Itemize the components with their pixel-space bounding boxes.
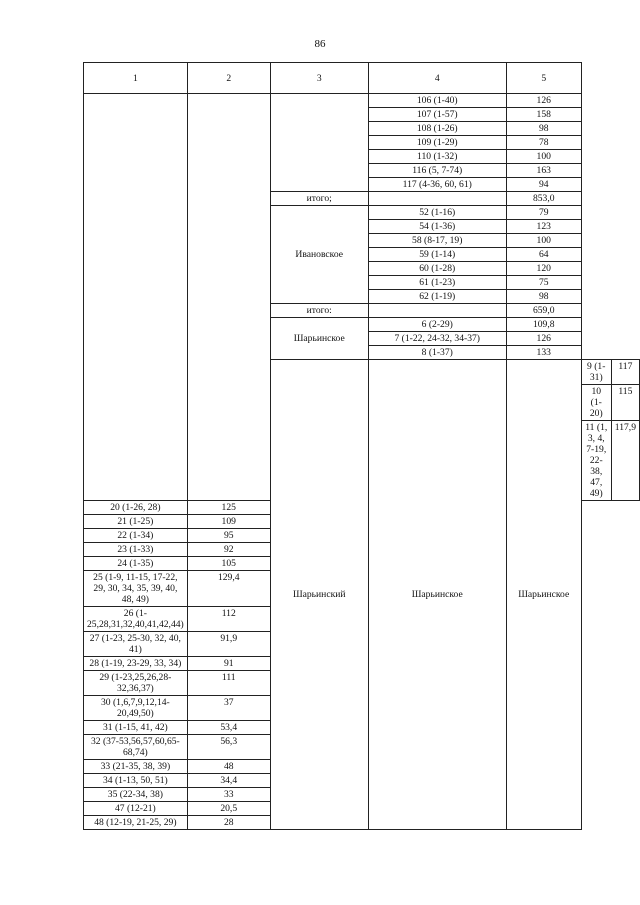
header-row bbox=[84, 63, 640, 94]
empty-cell bbox=[368, 304, 506, 318]
quarter-cell: 109 (1-29) bbox=[368, 136, 506, 150]
quarter-cell: 29 (1-23,25,26,28-32,36,37) bbox=[84, 671, 188, 696]
subtotal-label: итого: bbox=[270, 304, 368, 318]
area-cell: 133 bbox=[506, 346, 581, 360]
quarter-cell: 47 (12-21) bbox=[84, 802, 188, 816]
area-cell: 92 bbox=[187, 543, 270, 557]
area-cell: 117,9 bbox=[611, 421, 639, 501]
quarter-cell: 110 (1-32) bbox=[368, 150, 506, 164]
quarter-cell: 116 (5, 7-74) bbox=[368, 164, 506, 178]
area-cell: 95 bbox=[187, 529, 270, 543]
quarter-cell: 59 (1-14) bbox=[368, 248, 506, 262]
quarter-cell: 54 (1-36) bbox=[368, 220, 506, 234]
quarter-cell: 61 (1-23) bbox=[368, 276, 506, 290]
header-cell: 1 bbox=[84, 63, 188, 94]
subforestry-cell: Шарьинское bbox=[506, 360, 581, 830]
area-cell: 56,3 bbox=[187, 735, 270, 760]
quarter-cell: 62 (1-19) bbox=[368, 290, 506, 304]
quarter-cell: 58 (8-17, 19) bbox=[368, 234, 506, 248]
subtotal-value: 853,0 bbox=[506, 192, 581, 206]
data-table bbox=[83, 62, 640, 830]
quarter-cell: 117 (4-36, 60, 61) bbox=[368, 178, 506, 192]
quarter-cell: 107 (1-57) bbox=[368, 108, 506, 122]
quarter-cell: 24 (1-35) bbox=[84, 557, 188, 571]
quarter-cell: 9 (1-31) bbox=[581, 360, 611, 385]
quarter-cell: 25 (1-9, 11-15, 17-22, 29, 30, 34, 35, 39, 40, 48, 49) bbox=[84, 571, 188, 607]
quarter-cell: 32 (37-53,56,57,60,65-68,74) bbox=[84, 735, 188, 760]
area-cell: 117 bbox=[611, 360, 639, 385]
area-cell: 91 bbox=[187, 657, 270, 671]
area-cell: 64 bbox=[506, 248, 581, 262]
area-cell: 33 bbox=[187, 788, 270, 802]
quarter-cell: 52 (1-16) bbox=[368, 206, 506, 220]
quarter-cell: 11 (1, 3, 4, 7-19, 22-38, 47, 49) bbox=[581, 421, 611, 501]
area-cell: 100 bbox=[506, 150, 581, 164]
area-cell: 163 bbox=[506, 164, 581, 178]
table-row bbox=[84, 94, 640, 108]
empty-cell bbox=[270, 94, 368, 192]
quarter-cell: 108 (1-26) bbox=[368, 122, 506, 136]
subtotal-value: 659,0 bbox=[506, 304, 581, 318]
quarter-cell: 35 (22-34, 38) bbox=[84, 788, 188, 802]
quarter-cell: 22 (1-34) bbox=[84, 529, 188, 543]
area-cell: 112 bbox=[187, 607, 270, 632]
quarter-cell: 34 (1-13, 50, 51) bbox=[84, 774, 188, 788]
area-cell: 94 bbox=[506, 178, 581, 192]
subtotal-label: итого; bbox=[270, 192, 368, 206]
empty-cell bbox=[187, 94, 270, 501]
quarter-cell: 23 (1-33) bbox=[84, 543, 188, 557]
quarter-cell: 31 (1-15, 41, 42) bbox=[84, 721, 188, 735]
quarter-cell: 6 (2-29) bbox=[368, 318, 506, 332]
header-cell: 5 bbox=[506, 63, 581, 94]
area-cell: 115 bbox=[611, 385, 639, 421]
quarter-cell: 106 (1-40) bbox=[368, 94, 506, 108]
area-cell: 98 bbox=[506, 290, 581, 304]
quarter-cell: 33 (21-35, 38, 39) bbox=[84, 760, 188, 774]
district-cell: Шарьинский bbox=[270, 360, 368, 830]
area-cell: 28 bbox=[187, 816, 270, 830]
quarter-cell: 8 (1-37) bbox=[368, 346, 506, 360]
area-cell: 126 bbox=[506, 94, 581, 108]
forestry-cell: Шарьинское bbox=[270, 318, 368, 360]
area-cell: 53,4 bbox=[187, 721, 270, 735]
quarter-cell: 21 (1-25) bbox=[84, 515, 188, 529]
area-cell: 48 bbox=[187, 760, 270, 774]
area-cell: 129,4 bbox=[187, 571, 270, 607]
area-cell: 34,4 bbox=[187, 774, 270, 788]
area-cell: 37 bbox=[187, 696, 270, 721]
area-cell: 120 bbox=[506, 262, 581, 276]
empty-cell bbox=[84, 94, 188, 501]
quarter-cell: 48 (12-19, 21-25, 29) bbox=[84, 816, 188, 830]
area-cell: 111 bbox=[187, 671, 270, 696]
empty-cell bbox=[368, 192, 506, 206]
quarter-cell: 7 (1-22, 24-32, 34-37) bbox=[368, 332, 506, 346]
area-cell: 98 bbox=[506, 122, 581, 136]
header-cell: 4 bbox=[368, 63, 506, 94]
page-number: 86 bbox=[314, 38, 326, 50]
header-cell: 2 bbox=[187, 63, 270, 94]
quarter-cell: 10 (1-20) bbox=[581, 385, 611, 421]
quarter-cell: 60 (1-28) bbox=[368, 262, 506, 276]
area-cell: 158 bbox=[506, 108, 581, 122]
area-cell: 91,9 bbox=[187, 632, 270, 657]
quarter-cell: 27 (1-23, 25-30, 32, 40, 41) bbox=[84, 632, 188, 657]
area-cell: 78 bbox=[506, 136, 581, 150]
area-cell: 123 bbox=[506, 220, 581, 234]
forestry-cell: Шарьинское bbox=[368, 360, 506, 830]
area-cell: 109,8 bbox=[506, 318, 581, 332]
quarter-cell: 28 (1-19, 23-29, 33, 34) bbox=[84, 657, 188, 671]
area-cell: 20,5 bbox=[187, 802, 270, 816]
area-cell: 125 bbox=[187, 501, 270, 515]
forestry-cell: Ивановское bbox=[270, 206, 368, 304]
area-cell: 126 bbox=[506, 332, 581, 346]
quarter-cell: 30 (1,6,7,9,12,14-20,49,50) bbox=[84, 696, 188, 721]
area-cell: 79 bbox=[506, 206, 581, 220]
area-cell: 109 bbox=[187, 515, 270, 529]
area-cell: 105 bbox=[187, 557, 270, 571]
area-cell: 100 bbox=[506, 234, 581, 248]
quarter-cell: 20 (1-26, 28) bbox=[84, 501, 188, 515]
quarter-cell: 26 (1-25,28,31,32,40,41,42,44) bbox=[84, 607, 188, 632]
area-cell: 75 bbox=[506, 276, 581, 290]
header-cell: 3 bbox=[270, 63, 368, 94]
